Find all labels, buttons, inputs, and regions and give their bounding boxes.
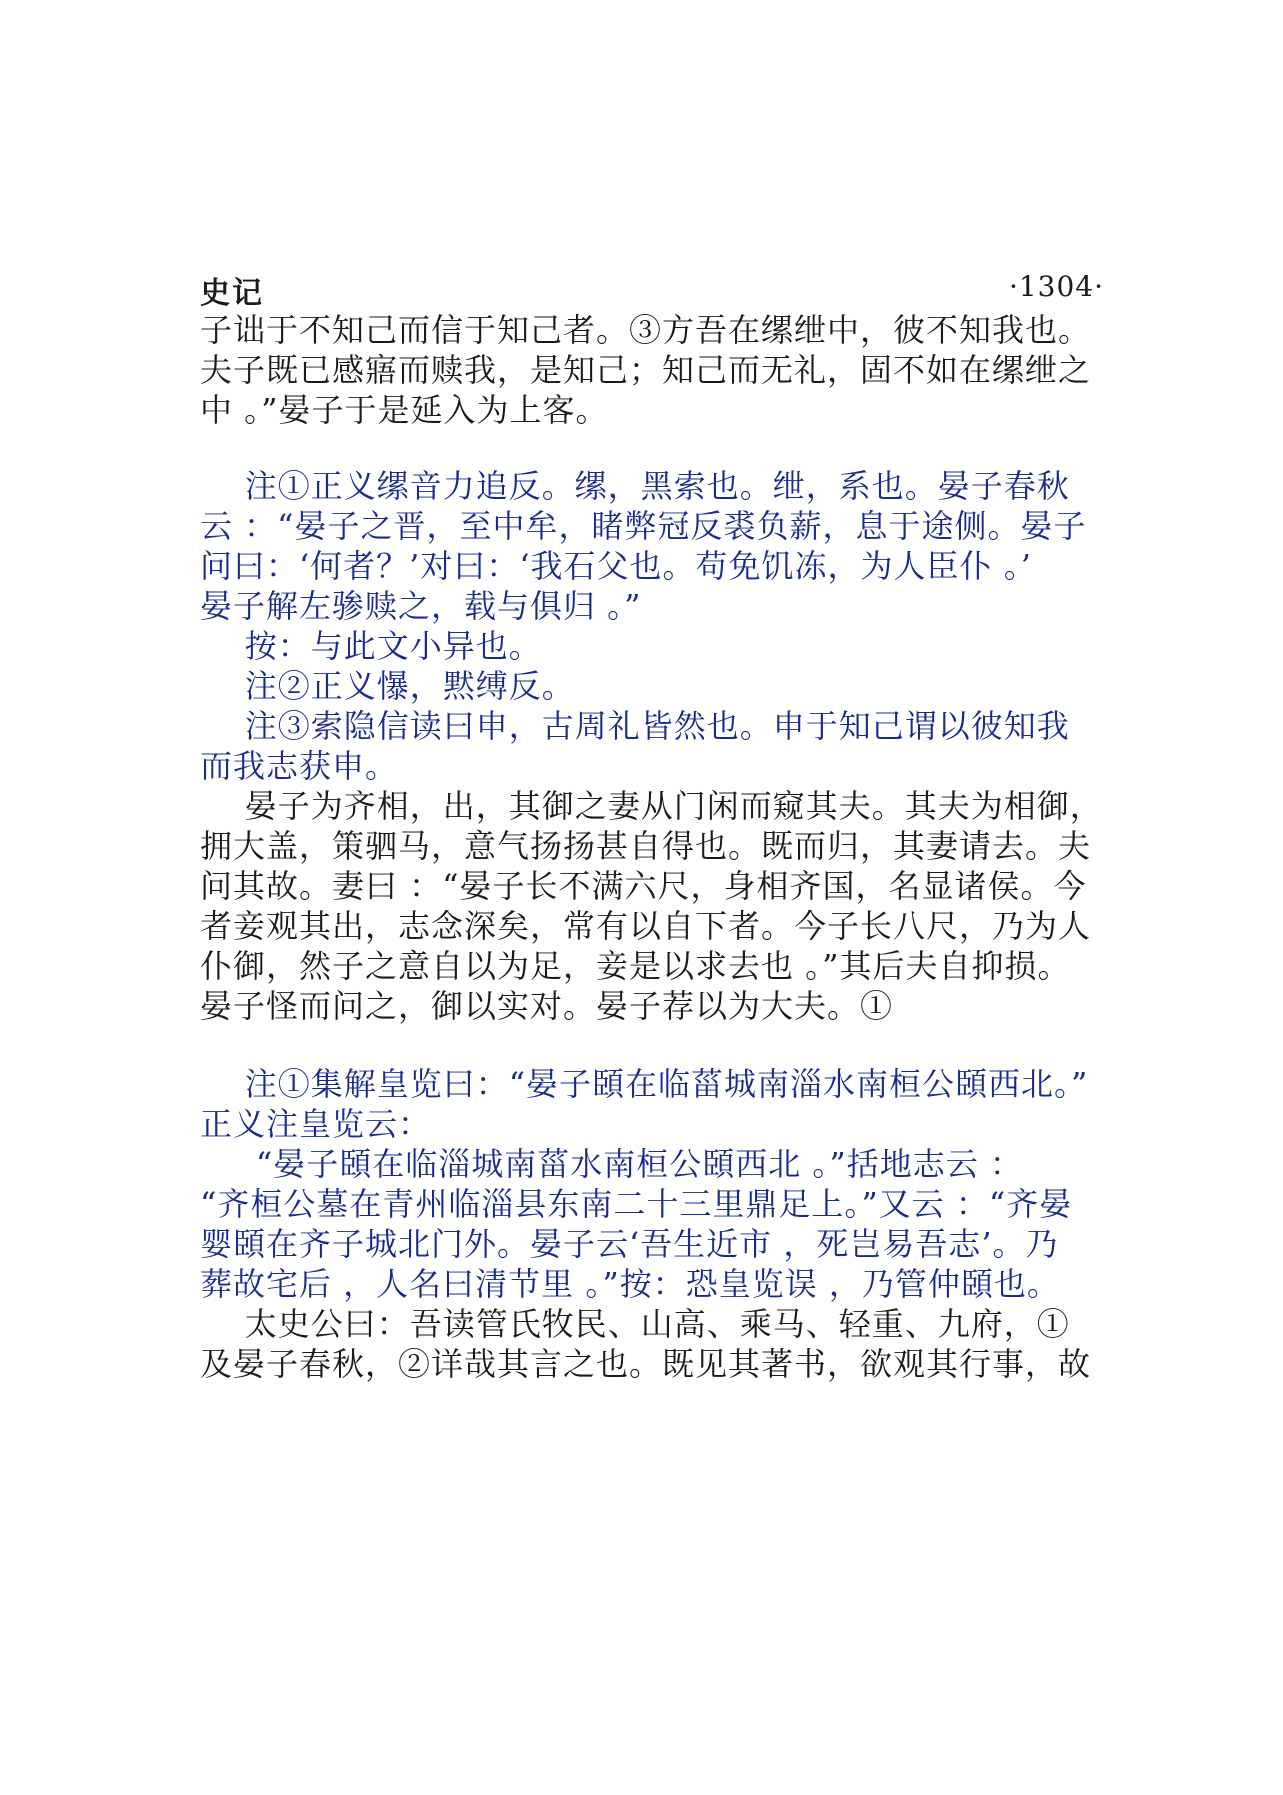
note-line: 葬故宅后 ，人名曰清节里 。”按：恐皇览误 ，乃管仲頣也。 [200,1265,1060,1303]
book-title: 史记 [200,276,264,311]
note-line: 注①正义缧音力追反。缧，黑索也。绁，系也。晏子春秋 [200,467,1070,505]
note-line: 问曰：‘何者？’对曰：‘我石父也。苟免饥冻，为人臣仆 。’ [200,547,1032,585]
text-line: 中 。”晏子于是延入为上客。 [200,391,609,429]
text-line: 晏子为齐相，出，其御之妻从门闲而窥其夫。其夫为相御， [200,787,1103,825]
text-line: 夫子既已感寤而赎我，是知己；知己而无礼，固不如在缧绁之 [200,351,1092,389]
note-line: 正义注皇览云： [200,1105,432,1143]
note-line: 注③索隐信读曰申，古周礼皆然也。申于知己谓以彼知我 [200,707,1070,745]
text-line: 晏子怪而问之，御以实对。晏子荐以为大夫。① [200,987,894,1025]
note-line: 按：与此文小异也。 [200,627,542,665]
text-line: 子诎于不知己而信于知己者。③方吾在缧绁中，彼不知我也。 [200,311,1092,349]
text-line: 仆御，然子之意自以为足，妾是以求去也 。”其后夫自抑损。 [200,947,1071,985]
text-line: 者妾观其出，志念深矣，常有以自下者。今子长八尺，乃为人 [200,907,1092,945]
text-line: 及晏子春秋，②详哉其言之也。既见其著书，欲观其行事，故 [200,1345,1092,1383]
note-line: 注②正义懪，黙缚反。 [200,667,575,705]
page-header [200,268,1104,311]
note-line: 而我志获申。 [200,747,399,785]
text-line: 拥大盖，策驷马，意气扬扬甚自得也。既而归，其妻请去。夫 [200,827,1092,865]
note-line: 晏子解左骖赎之，载与俱归 。” [200,587,642,625]
note-line: 云 ：“晏子之晋，至中牟，睹弊冠反裘负薪，息于途侧。晏子 [200,507,1087,545]
note-line: 婴頣在齐子城北门外。晏子云‘吾生近市 ，死岂易吾志’。乃 [200,1225,1059,1263]
text-line: 问其故。妻曰 ：“晏子长不满六尺，身相齐国，名显诸侯。今 [200,867,1087,905]
text-line: 太史公曰：吾读管氏牧民、山高、乘马、轻重、九府，① [200,1305,1070,1343]
note-line: “齐桓公墓在青州临淄县东南二十三里鼎足上。”又云 ：“齐晏 [200,1185,1073,1223]
page-number: ·1304· [1008,270,1104,303]
note-line: 注①集解皇览曰：“晏子頣在临菑城南淄水南桓公頣西北。” [200,1065,1089,1103]
note-line: “晏子頣在临淄城南菑水南桓公頣西北 。”括地志云 ： [200,1145,1023,1183]
